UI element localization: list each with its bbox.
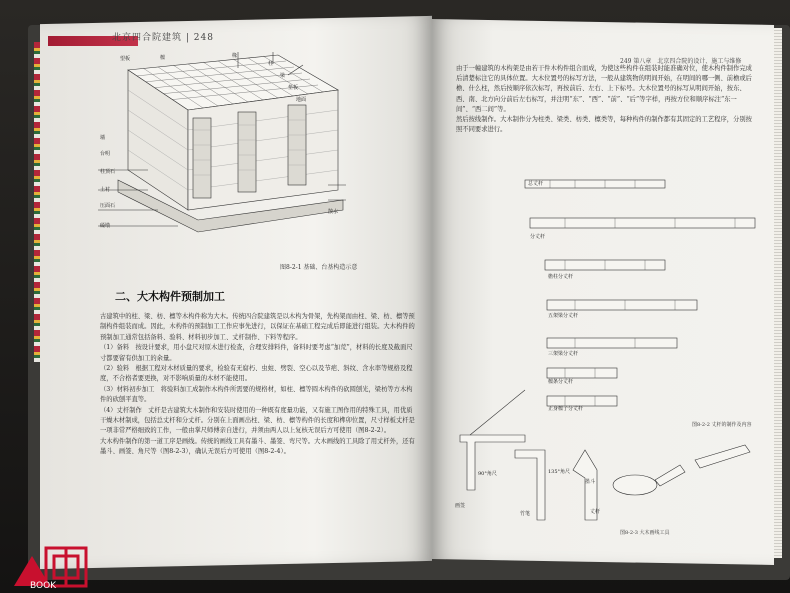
rod-label-2: 分丈杆	[530, 234, 546, 240]
tool-label-4: 画签	[455, 503, 466, 509]
page-edge-stack-right	[774, 28, 782, 558]
fig-label-1: 望板	[120, 56, 131, 62]
right-paragraph: 然后按线制作。大木制作分为柱类、梁类、枋类、檩类等，每种构件的制作都有其固定的工艺程序，分别按照不同要求进行。	[456, 116, 752, 134]
right-header-title: 第八章 北京四合院的设计、施工与维修	[633, 58, 742, 65]
rod-label-7: 正身檩子分丈杆	[548, 406, 584, 412]
left-paragraph: （2）验料 根据工程对木材质量的要求，检验有无腐朽、虫蛀、劈裂、空心以及节疤、斜纹、含水率等规格及程度，不合格者要更换，对不影响质量的木材不能使用。	[100, 365, 413, 383]
rod-label-4: 五架梁分丈杆	[548, 313, 579, 319]
left-paragraph: （1）备料 按设计要求，用小盘尺对原木进行检查，合理安排料件，备料时要考虑“加荒”，材料的长度及截面尺寸都要留有供加工的余量。	[100, 344, 413, 362]
rod-label-6: 檩条分丈杆	[548, 379, 574, 385]
left-figure-caption: 图8-2-1 基础、台基构造示意	[280, 264, 358, 271]
rod-label-5: 三架梁分丈杆	[548, 351, 579, 357]
fig-label-3: 椽	[232, 53, 238, 59]
right-paragraph: 由于一幢建筑的木构架是由若干件木构件组合而成，为使这些构件在组装时能准确对位，使木构件制作完成后清楚标注它的具体位置。大木位置号的标写方法，一般从建筑物的明间开始，在明间的哪一侧、前檐或后檐、什么柱，然后按顺序依次标写，再按前后、左右、上下标号。大木位置号的标写从明间开始，按东、西、南、北方向分前后左右标写，并注明“东”、“西”、“前”、“后”等字样，再按方位和顺序标注“东一间”、“西二间”等。	[456, 65, 752, 113]
fig-label-13: 磉墩	[100, 223, 111, 229]
rod-label-1: 总丈杆	[528, 181, 544, 187]
fig-label-14: 散水	[328, 209, 339, 215]
left-paragraph: （4）丈杆制作 丈杆是古建筑大木制作和安装时使用的一种既有度量功能，又有施工图作用的特殊工具，用优质干燥木材制成，包括总丈杆和分丈杆。分别在上面画出柱、梁、枋、檩等构件的长度和榫卯位置，尺寸样板丈杆是一项非常严格细致的工作，一般由掌尺师傅亲自进行，并须由两人以上复核无误后方可使用（图8-2-2）。	[100, 406, 415, 435]
measuring-rod-diagram	[455, 160, 765, 540]
fig-label-7: 地面	[296, 97, 307, 103]
right-figure2-caption: 图8-2-3 大木画线工具	[620, 530, 670, 536]
tool-label-1: 90°角尺	[478, 471, 497, 477]
book-logo-watermark	[10, 516, 90, 590]
fig-label-9: 台明	[100, 151, 111, 157]
fig-label-8: 墙	[100, 135, 106, 141]
section-title: 二、大木构件预制加工	[115, 290, 225, 303]
tool-label-6: 丈杆	[590, 509, 601, 515]
tool-label-5: 竹笔	[520, 511, 531, 517]
rod-label-3: 檐柱分丈杆	[548, 274, 574, 280]
fig-label-12: 压面石	[100, 203, 116, 209]
fig-label-4: 柱	[268, 61, 274, 67]
logo-text: BOOK	[30, 581, 57, 590]
right-body-text	[456, 64, 754, 135]
fig-label-6: 垫板	[288, 85, 299, 91]
left-body-text	[100, 312, 418, 458]
left-paragraph: 古建筑中的柱、梁、枋、檩等木构件称为大木。传统四合院建筑是以木构为骨架，先构架而由柱、梁、枋、檩等预制构件组装而成。因此，木构件的预制加工工作应事先进行，以保证在基础工程完成后即能进行组装。大木构件的预制加工通常包括备料、验料、材料初步加工、丈杆制作、下料等程序。	[100, 313, 415, 341]
left-paragraph: （3）材料初步加工 将验料加工成制作木构件所需要的规格材，如柱、檩等圆木构件的砍圆刨光，梁枋等方木构件的砍刨平直等。	[100, 385, 413, 404]
right-figure1-caption: 图8-2-2 丈杆的制作及内容	[692, 422, 752, 428]
fig-label-10: 柱顶石	[100, 169, 116, 175]
tool-label-2: 135°角尺	[548, 469, 571, 475]
right-page-number: 249	[620, 58, 632, 65]
left-paragraph: 大木构件制作的第一道工序是画线。传统的画线工具有墨斗、墨签、弯尺等。大木画线的工具除了用丈杆外，还有墨斗、画签、角尺等（图8-2-3），确认无误后方可使用（图8-2-4）。	[100, 437, 415, 456]
fig-label-11: 土衬	[100, 187, 111, 193]
left-page-number: 248	[193, 33, 214, 43]
fig-label-2: 檩	[160, 55, 166, 61]
left-page-header: 北京四合院建筑 | 248	[112, 33, 214, 43]
tool-label-3: 墨斗	[585, 479, 596, 485]
left-header-title: 北京四合院建筑	[112, 33, 183, 43]
foundation-diagram	[88, 50, 348, 240]
fig-label-5: 梁	[280, 73, 286, 79]
